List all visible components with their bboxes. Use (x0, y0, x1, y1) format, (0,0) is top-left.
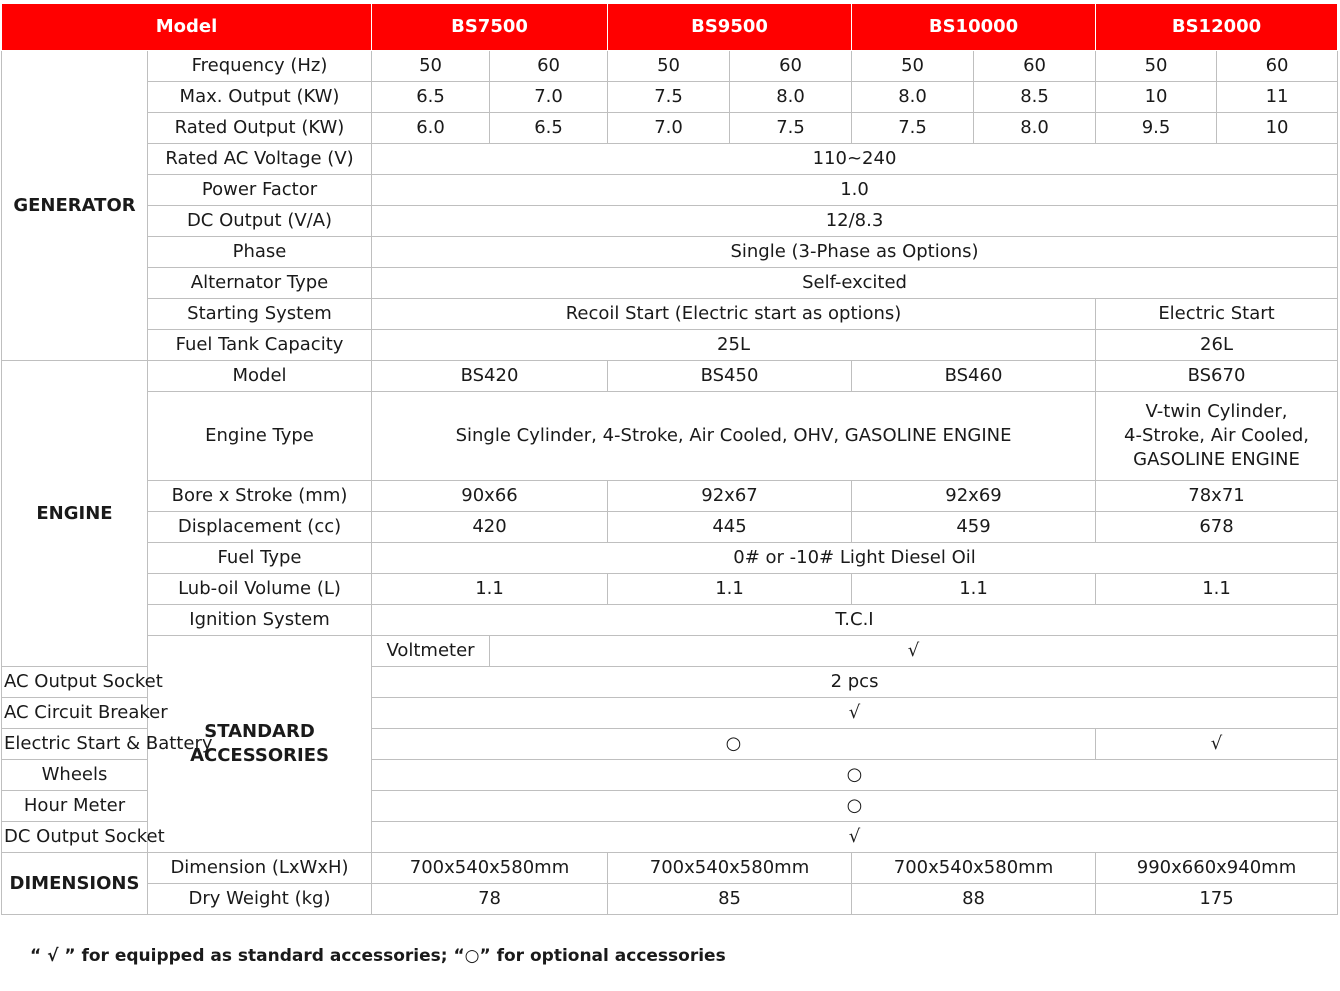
cell-value: 1.1 (1096, 574, 1338, 605)
cell-value: 110~240 (372, 144, 1338, 175)
cell-value: 50 (852, 51, 974, 82)
cell-value: 1.1 (852, 574, 1096, 605)
header-model-bs10000: BS10000 (852, 4, 1096, 51)
cell-value: Self-excited (372, 268, 1338, 299)
group-label-line: STANDARD (204, 721, 315, 742)
cell-value: 7.0 (490, 82, 608, 113)
table-row (2, 512, 1338, 543)
row-label: Dimension (LxWxH) (148, 853, 372, 884)
cell-value: 7.5 (852, 113, 974, 144)
cell-value: 175 (1096, 884, 1338, 915)
table-row (2, 636, 1338, 667)
cell-value: 78x71 (1096, 481, 1338, 512)
cell-value: √ (372, 698, 1338, 729)
row-label: Fuel Type (148, 543, 372, 574)
cell-value: T.C.I (372, 605, 1338, 636)
cell-value: 10 (1096, 82, 1217, 113)
group-generator: GENERATOR (2, 51, 148, 361)
table-row (2, 82, 1338, 113)
cell-value: 7.5 (608, 82, 730, 113)
row-label: Starting System (148, 299, 372, 330)
row-label: Model (148, 361, 372, 392)
footnote: “ √ ” for equipped as standard accessories; “○” for optional accessories (30, 946, 726, 966)
cell-value: 8.0 (730, 82, 852, 113)
table-row (2, 392, 1338, 481)
row-label: Electric Start & Battery (2, 729, 148, 760)
group-engine: ENGINE (2, 361, 148, 667)
cell-value: Single Cylinder, 4-Stroke, Air Cooled, OHV, GASOLINE ENGINE (372, 392, 1096, 481)
table-row (2, 330, 1338, 361)
cell-value: 7.0 (608, 113, 730, 144)
cell-value: 7.5 (730, 113, 852, 144)
table-row (2, 113, 1338, 144)
cell-value: 8.0 (974, 113, 1096, 144)
cell-value: BS670 (1096, 361, 1338, 392)
header-model-bs12000: BS12000 (1096, 4, 1338, 51)
row-label: DC Output (V/A) (148, 206, 372, 237)
cell-value: 11 (1217, 82, 1338, 113)
row-label: Rated Output (KW) (148, 113, 372, 144)
cell-value: ○ (372, 729, 1096, 760)
cell-value: 85 (608, 884, 852, 915)
engine-type-line: GASOLINE ENGINE (1133, 449, 1300, 470)
cell-value: Single (3-Phase as Options) (372, 237, 1338, 268)
cell-value: BS450 (608, 361, 852, 392)
row-label: AC Output Socket (2, 667, 148, 698)
row-label: Lub-oil Volume (L) (148, 574, 372, 605)
cell-value: 700x540x580mm (608, 853, 852, 884)
cell-value: 60 (974, 51, 1096, 82)
table-row (2, 543, 1338, 574)
table-row (2, 175, 1338, 206)
cell-value: 2 pcs (372, 667, 1338, 698)
header-model-label: Model (2, 4, 372, 51)
row-label: Max. Output (KW) (148, 82, 372, 113)
row-label: Bore x Stroke (mm) (148, 481, 372, 512)
cell-value: 92x69 (852, 481, 1096, 512)
cell-value: 9.5 (1096, 113, 1217, 144)
cell-value: 700x540x580mm (372, 853, 608, 884)
row-label: AC Circuit Breaker (2, 698, 148, 729)
row-label: Alternator Type (148, 268, 372, 299)
cell-value: 6.5 (372, 82, 490, 113)
group-label-line: ACCESSORIES (190, 745, 329, 766)
row-label: Engine Type (148, 392, 372, 481)
cell-value: 990x660x940mm (1096, 853, 1338, 884)
cell-value: 1.1 (608, 574, 852, 605)
cell-value: 90x66 (372, 481, 608, 512)
row-label: Power Factor (148, 175, 372, 206)
cell-value: 92x67 (608, 481, 852, 512)
row-label: Ignition System (148, 605, 372, 636)
cell-value: 8.0 (852, 82, 974, 113)
table-row (2, 268, 1338, 299)
table-row (2, 853, 1338, 884)
cell-value: √ (490, 636, 1338, 667)
cell-value: ○ (372, 760, 1338, 791)
cell-value: BS420 (372, 361, 608, 392)
cell-value: √ (1096, 729, 1338, 760)
cell-value: 12/8.3 (372, 206, 1338, 237)
cell-value: √ (372, 822, 1338, 853)
table-row (2, 574, 1338, 605)
row-label: Voltmeter (372, 636, 490, 667)
cell-value: BS460 (852, 361, 1096, 392)
cell-value: 445 (608, 512, 852, 543)
header-row (2, 4, 1338, 51)
cell-value: 50 (372, 51, 490, 82)
cell-value: 1.0 (372, 175, 1338, 206)
cell-value: 6.5 (490, 113, 608, 144)
table-row (2, 605, 1338, 636)
cell-value: 6.0 (372, 113, 490, 144)
cell-value: 60 (1217, 51, 1338, 82)
row-label: Phase (148, 237, 372, 268)
cell-value: 25L (372, 330, 1096, 361)
row-label: Dry Weight (kg) (148, 884, 372, 915)
cell-value: Electric Start (1096, 299, 1338, 330)
table-row (2, 299, 1338, 330)
cell-value: 88 (852, 884, 1096, 915)
cell-value: 50 (608, 51, 730, 82)
table-row (2, 361, 1338, 392)
engine-type-line: 4-Stroke, Air Cooled, (1124, 425, 1310, 446)
cell-value: 0# or -10# Light Diesel Oil (372, 543, 1338, 574)
group-dimensions: DIMENSIONS (2, 853, 148, 915)
row-label: Displacement (cc) (148, 512, 372, 543)
row-label: Fuel Tank Capacity (148, 330, 372, 361)
row-label: Frequency (Hz) (148, 51, 372, 82)
header-model-bs7500: BS7500 (372, 4, 608, 51)
row-label: DC Output Socket (2, 822, 148, 853)
cell-value: 50 (1096, 51, 1217, 82)
row-label: Wheels (2, 760, 148, 791)
cell-value: Recoil Start (Electric start as options) (372, 299, 1096, 330)
cell-value: 678 (1096, 512, 1338, 543)
header-model-bs9500: BS9500 (608, 4, 852, 51)
table-row (2, 884, 1338, 915)
cell-value: ○ (372, 791, 1338, 822)
row-label: Rated AC Voltage (V) (148, 144, 372, 175)
cell-value: 26L (1096, 330, 1338, 361)
table-row (2, 481, 1338, 512)
row-label: Hour Meter (2, 791, 148, 822)
cell-value: 8.5 (974, 82, 1096, 113)
table-row (2, 144, 1338, 175)
cell-value: 459 (852, 512, 1096, 543)
cell-value: 700x540x580mm (852, 853, 1096, 884)
cell-value: 60 (490, 51, 608, 82)
spec-table (1, 3, 1338, 915)
cell-value: 420 (372, 512, 608, 543)
cell-value: 10 (1217, 113, 1338, 144)
cell-value: 60 (730, 51, 852, 82)
cell-value: 78 (372, 884, 608, 915)
table-row (2, 237, 1338, 268)
cell-value-multiline (1096, 392, 1338, 481)
table-row (2, 51, 1338, 82)
engine-type-line: V-twin Cylinder, (1145, 401, 1288, 422)
cell-value: 1.1 (372, 574, 608, 605)
table-row (2, 206, 1338, 237)
